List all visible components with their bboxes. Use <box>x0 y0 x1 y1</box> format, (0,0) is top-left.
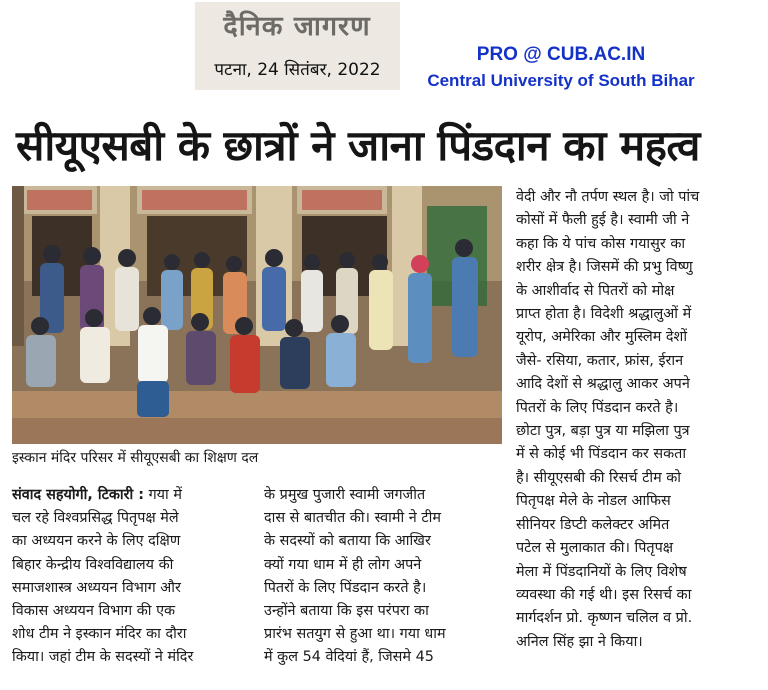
column-3-line-11: छोटा पुत्र, बड़ा पुत्र या मझिला पुत्र <box>516 423 690 440</box>
column-3-line-3: कहा कि ये पांच कोस गयासुर का <box>516 235 686 252</box>
column-3-line-15: सीनियर डिप्टी कलेक्टर अमित <box>516 516 670 533</box>
pro-email-credit: PRO @ CUB.AC.IN <box>476 44 646 65</box>
column-2-line-4: क्यों गया धाम में ही लोग अपने <box>264 556 422 573</box>
column-3-line-1: वेदी और नौ तर्पण स्थल है। जो पांच <box>516 189 700 205</box>
photo-caption: इस्कान मंदिर परिसर में सीयूएसबी का शिक्षण दल <box>12 450 259 466</box>
column-3-line-12: में से कोई भी पिंडदान कर सकता <box>516 446 687 463</box>
column-1-line-6: विकास अध्ययन विभाग की एक <box>12 603 176 620</box>
column-1-line-2: चल रहे विश्वप्रसिद्ध पितृपक्ष मेले <box>12 510 179 527</box>
column-3-line-19: मार्गदर्शन प्रो. कृष्णन चलिल व प्रो. <box>516 610 693 627</box>
column-2-line-8: में कुल 54 वेदियां हैं, जिसमे 45 <box>264 649 434 666</box>
article-dateline: संवाद सहयोगी, टिकारी : <box>12 487 144 503</box>
group-photo-illustration <box>12 186 502 444</box>
column-3-line-5: के आशीर्वाद से पितरों को मोक्ष <box>516 282 675 299</box>
group-photo <box>12 186 502 444</box>
column-1-line-4: बिहार केन्द्रीय विश्वविद्यालय की <box>12 556 174 573</box>
article-column-3 <box>516 186 758 654</box>
article-headline: सीयूएसबी के छात्रों ने जाना पिंडदान का महत्व <box>16 121 700 170</box>
column-1-line-3: का अध्ययन करने के लिए दक्षिण <box>12 533 181 550</box>
article-column-1 <box>12 484 252 670</box>
column-2-line-7: प्रारंभ सतयुग से हुआ था। गया धाम <box>264 626 446 643</box>
column-2-line-3: के सदस्यों को बताया कि आखिर <box>264 533 431 550</box>
column-3-line-17: मेला में पिंडदानियों के लिए विशेष <box>516 563 687 580</box>
column-2-line-6: उन्होंने बताया कि इस परंपरा का <box>264 603 429 620</box>
column-3-line-18: व्यवस्था की गई थी। इस रिसर्च का <box>516 586 692 603</box>
column-1-line-1 <box>12 484 252 507</box>
column-3-line-14: पितृपक्ष मेले के नोडल आफिस <box>516 493 671 510</box>
column-1-line-8: किया। जहां टीम के सदस्यों ने मंदिर <box>12 649 194 666</box>
column-2-line-5: पितरों के लिए पिंडदान करते है। <box>264 579 427 596</box>
column-3-line-4: शरीर क्षेत्र है। जिसमें की प्रभु विष्णु <box>516 259 693 276</box>
column-1-line-5: समाजशास्त्र अध्ययन विभाग और <box>12 579 181 596</box>
column-1-line-7: शोध टीम ने इस्कान मंदिर का दौरा <box>12 626 187 643</box>
column-2-line-1: के प्रमुख पुजारी स्वामी जगजीत <box>264 487 426 503</box>
newspaper-logo: दैनिक जागरण <box>223 11 371 42</box>
column-3-line-2: कोसों में फैली हुई है। स्वामी जी ने <box>516 212 690 229</box>
column-3-line-7: यूरोप, अमेरिका और मुस्लिम देशों <box>516 329 688 346</box>
column-3-line-20: अनिल सिंह झा ने किया। <box>516 633 643 650</box>
column-3-line-9: आदि देशों से श्रद्धालु आकर अपने <box>516 376 690 393</box>
newspaper-masthead <box>195 2 400 90</box>
column-2-line-2: दास से बातचीत की। स्वामी ने टीम <box>264 510 441 527</box>
university-name: Central University of South Bihar <box>427 71 695 90</box>
column-3-line-6: प्राप्त होता है। विदेशी श्रद्धालुओं में <box>516 306 692 323</box>
publication-date: पटना, 24 सितंबर, 2022 <box>214 60 381 80</box>
column-3-line-10: पितरों के लिए पिंडदान करते है। <box>516 399 679 416</box>
column-3-line-13: है। सीयूएसबी की रिसर्च टीम को <box>516 469 682 486</box>
column-1-line-1-text: गया में <box>148 487 182 503</box>
column-3-line-8: जैसे- रसिया, कतार, फ्रांस, ईरान <box>516 352 684 369</box>
article-column-2 <box>264 484 502 670</box>
column-3-line-16: पटेल से मुलाकात की। पितृपक्ष <box>516 540 674 557</box>
